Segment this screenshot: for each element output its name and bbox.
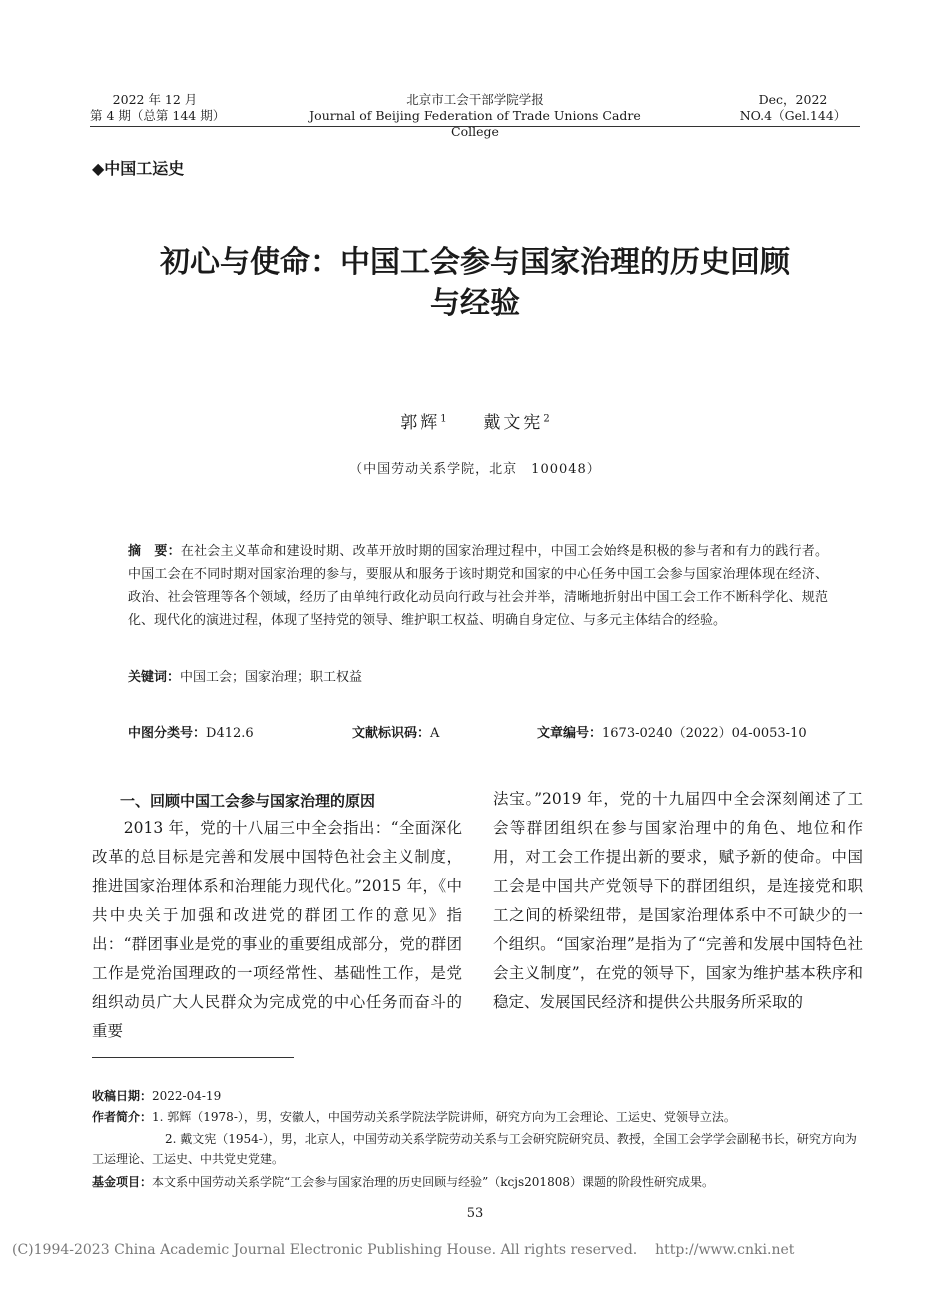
abstract	[128, 540, 828, 632]
author-bio-1	[92, 1107, 867, 1127]
fund-text: 本文系中国劳动关系学院“工会参与国家治理的历史回顾与经验”（kcjs201808）课题的阶段性研究成果。	[152, 1175, 714, 1189]
clc-number	[128, 722, 254, 741]
article-title-line2: 与经验	[430, 286, 520, 321]
affiliation: （中国劳动关系学院，北京 100048）	[349, 462, 601, 477]
cnki-copyright: (C)1994-2023 China Academic Journal Electronic Publishing House. All rights reserved.	[12, 1242, 638, 1258]
keywords-text: 中国工会；国家治理；职工权益	[180, 670, 363, 685]
keywords	[128, 666, 362, 685]
journal-name-en: Journal of Beijing Federation of Trade Unions Cadre College	[309, 108, 641, 139]
received-label: 收稿日期：	[92, 1089, 153, 1103]
page-number: 53	[466, 1206, 484, 1221]
fund-label: 基金项目：	[92, 1175, 153, 1189]
issue-date-en-block	[728, 92, 858, 124]
article-number	[537, 722, 807, 741]
body-column-right: 法宝。”2019 年，党的十九届四中全会深刻阐述了工会等群团组织在参与国家治理中的角色、地位和作用，对工会工作提出新的要求，赋予新的使命。中国工会是中国共产党领导下的群团组织，是连接党和职工之间的桥梁纽带，是国家治理体系中不可缺少的一个组织。“国家治理”是指为了“完善和发展中国特色社会主义制度”，在党的领导下，国家为维护基本秩序和稳定、发展国民经济和提供公共服务所采取的	[493, 790, 863, 1011]
issue-number-en: NO.4（Gel.144）	[739, 108, 847, 123]
issue-number: 第 4 期（总第 144 期）	[90, 108, 226, 123]
bio-text-1: 1. 郭辉（1978-），男，安徽人，中国劳动关系学院法学院讲师，研究方向为工会理论、工运史、党领导立法。	[152, 1110, 736, 1124]
article-number-label: 文章编号：	[537, 726, 603, 741]
author-superscript: 1	[440, 413, 447, 425]
doc-code-label: 文献标识码：	[352, 726, 431, 741]
author-bio-2: 2. 戴文宪（1954-），男，北京人，中国劳动关系学院劳动关系与工会研究院研究员、教授，全国工会学学会副秘书长，研究方向为工运理论、工运史、中共党史党建。	[92, 1132, 857, 1166]
clc-value: D412.6	[206, 726, 254, 741]
received-value: 2022-04-19	[152, 1089, 222, 1103]
author-name: 郭辉	[400, 413, 441, 433]
journal-name-cn: 北京市工会干部学院学报	[406, 92, 544, 107]
abstract-label: 摘 要：	[128, 544, 181, 559]
article-title-line1: 初心与使命：中国工会参与国家治理的历史回顾	[160, 245, 790, 280]
body-column-left: 2013 年，党的十八届三中全会指出：“全面深化改革的总目标是完善和发展中国特色社会主义制度，推进国家治理体系和治理能力现代化。”2015 年，《中共中央关于加强和改进党的群团工作的意见》指出：“群团事业是党的事业的重要组成部分，党的群团工作是党治国理政的一项经常性、基础性工作，是党组织动员广大人民群众为完成党的中心任务而奋斗的重要	[92, 819, 462, 1040]
received-date	[92, 1086, 867, 1106]
issue-date-en: Dec，2022	[758, 92, 828, 107]
document-code	[352, 722, 439, 741]
footnote-rule	[92, 1057, 294, 1058]
issue-date: 2022 年 12 月	[112, 92, 198, 107]
clc-label: 中图分类号：	[128, 726, 207, 741]
header-rule	[90, 126, 860, 127]
cnki-url[interactable]: http://www.cnki.net	[655, 1242, 795, 1258]
author-superscript: 2	[543, 413, 550, 425]
fund-project	[92, 1172, 867, 1192]
authors	[0, 408, 950, 433]
abstract-text: 在社会主义革命和建设时期、改革开放时期的国家治理过程中，中国工会始终是积极的参与者和有力的践行者。中国工会在不同时期对国家治理的参与，要服从和服务于该时期党和国家的中心任务中国工会参与国家治理体现在经济、政治、社会管理等各个领域，经历了由单纯行政化动员向行政与社会并举，清晰地折射出中国工会工作不断科学化、规范化、现代化的演进过程，体现了坚持党的领导、维护职工权益、明确自身定位、与多元主体结合的经验。	[128, 544, 828, 628]
journal-name-block	[290, 92, 660, 140]
issue-date-block	[90, 92, 226, 124]
author-name: 戴文宪	[483, 413, 544, 433]
cnki-footer	[12, 1242, 942, 1258]
article-number-value: 1673-0240（2022）04-0053-10	[602, 726, 807, 741]
column-tag: ◆中国工运史	[92, 159, 185, 178]
keywords-label: 关键词：	[128, 670, 181, 685]
section-heading: 一、回顾中国工会参与国家治理的原因	[120, 792, 376, 810]
bio-label: 作者简介：	[92, 1110, 153, 1124]
doc-code-value: A	[430, 726, 440, 741]
